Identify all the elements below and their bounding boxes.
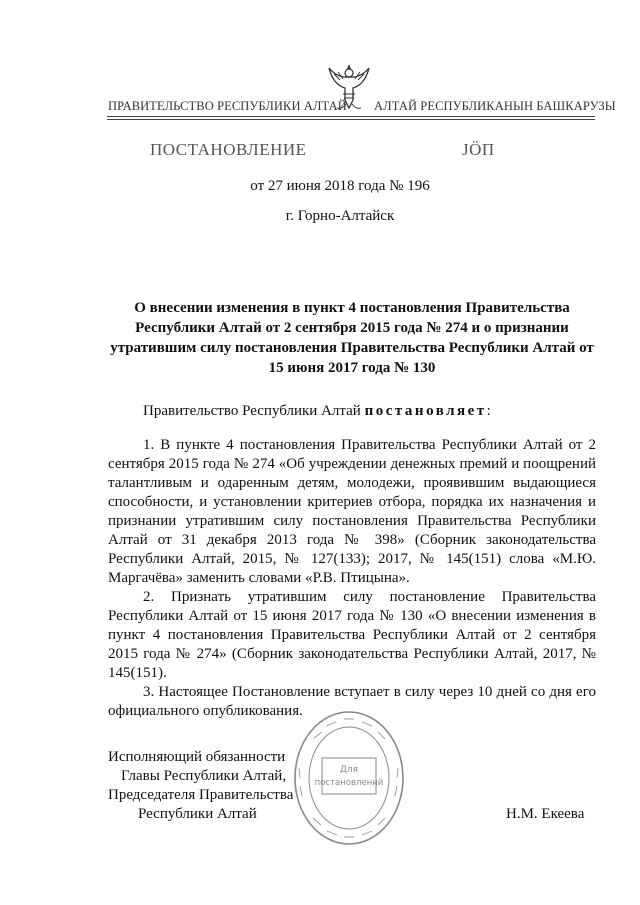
doc-type-ru: ПОСТАНОВЛЕНИЕ	[150, 140, 307, 159]
stamp-text: Для	[339, 765, 359, 775]
paragraph: 3. Настоящее Постановление вступает в силу через 10 дней со дня его официального опубликования.	[108, 684, 596, 719]
city-line: г. Горно-Алтайск	[285, 208, 395, 224]
document-body	[108, 436, 596, 721]
signature-title-line: Республики Алтай	[138, 806, 257, 822]
header-divider	[107, 116, 595, 117]
preamble-end: :	[486, 403, 491, 419]
doc-type-alt: ЈÖП	[462, 140, 495, 159]
signatory-name: Н.М. Екеева	[506, 806, 585, 822]
paragraph: 1. В пункте 4 постановления Правительства Республики Алтай от 2 сентября 2015 года № 274 «Об учреждении денежных премий и поощрений талантливым и одаренным детям, молодежи, проявившим выдающиеся способности, и установлении критериев отбора, порядка их назначения и признании утратившим силу постановления Правительства Республики Алтай от 31 декабря 2013 года № 398» (Сборник законодательства Республики Алтай, 2015, № 127(133); 2017, № 145(151) слова «М.Ю. Маргачёва» заменить словами «Р.В. Птицына».	[108, 437, 596, 586]
header-right-text: АЛТАЙ РЕСПУБЛИКАНЫН БАШКАРУЗЫ	[374, 99, 616, 113]
paragraph: 2. Признать утратившим силу постановление Правительства Республики Алтай от 15 июня 2017 года № 130 «О внесении изменения в пункт 4 постановления Правительства Республики Алтай от 2 сентября 2015 года № 274» (Сборник законодательства Республики Алтай, 2017, № 145(151).	[108, 589, 596, 681]
stamp-text: постановлений	[314, 778, 384, 788]
signature-title-line: Главы Республики Алтай,	[121, 768, 287, 784]
preamble-text: Правительство Республики Алтай	[143, 403, 361, 419]
date-line: от 27 июня 2018 года № 196	[250, 178, 430, 194]
signature-title-line: Исполняющий обязанности	[108, 749, 286, 765]
signature-title-line: Председателя Правительства	[108, 787, 294, 803]
header-left-text: ПРАВИТЕЛЬСТВО РЕСПУБЛИКИ АЛТАЙ	[108, 99, 347, 113]
header-divider	[107, 119, 595, 120]
preamble	[143, 403, 491, 420]
stamp-icon	[292, 708, 406, 848]
preamble-verb: постановляет	[364, 403, 487, 419]
document-title: О внесении изменения в пункт 4 постановления Правительства Республики Алтай от 2 сентября 2015 года № 274 и о признании утратившим силу постановления Правительства Республики Алтай от 15 июня 2017 года № 130	[110, 300, 594, 376]
